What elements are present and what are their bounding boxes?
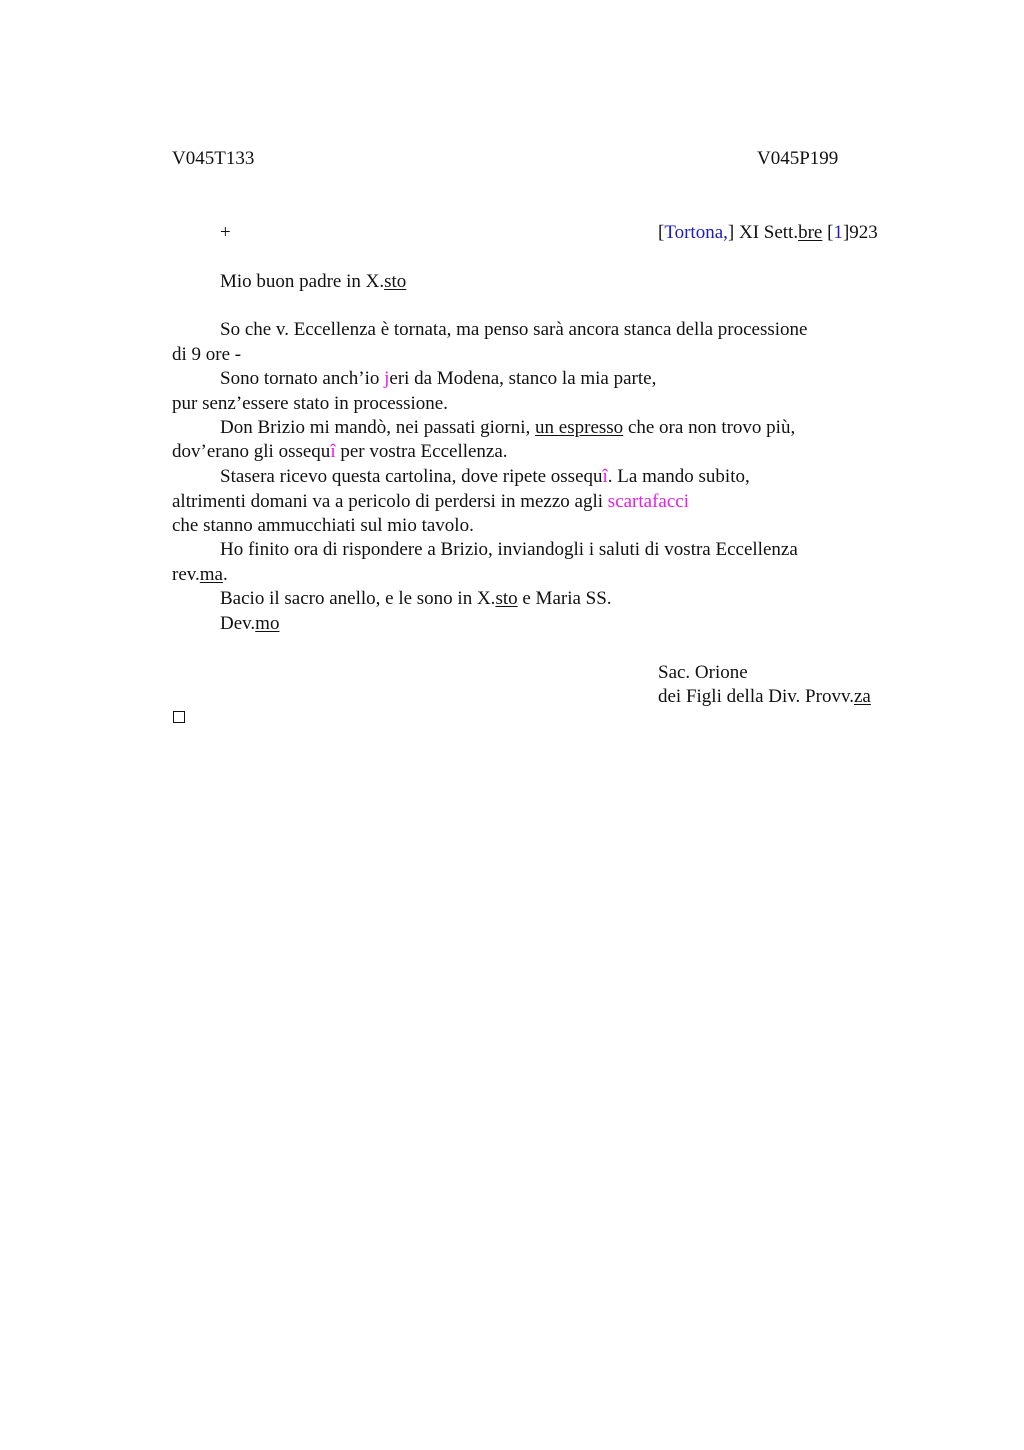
body-line-3	[220, 369, 656, 388]
body-line-11a: rev.	[172, 564, 200, 585]
body-line-6a: dov’erano gli ossequ	[172, 441, 331, 462]
body-line-7c: . La mando subito,	[607, 466, 750, 487]
body-line-4: pur senz’essere stato in processione.	[172, 393, 448, 414]
body-line-2: di 9 ore -	[172, 344, 242, 365]
year-rest: ]923	[842, 222, 878, 243]
correction-i-circ-1: î	[330, 441, 336, 462]
closing-devmo	[220, 614, 279, 633]
body-line-11	[172, 565, 228, 584]
sup-mo: mo	[255, 613, 280, 634]
sup-ma: ma	[199, 564, 223, 585]
body-line-7a: Stasera ricevo questa cartolina, dove ripete ossequ	[220, 466, 603, 487]
signature-line2a: dei Figli della Div. Provv.	[658, 686, 854, 707]
body-line-12	[220, 589, 612, 608]
year-digit: 1	[833, 222, 843, 243]
body-line-11c: .	[223, 564, 228, 585]
month-superscript: bre	[798, 222, 823, 243]
signature-congregation	[658, 687, 871, 706]
salutation-text: Mio buon padre in X.	[220, 271, 385, 292]
cross-symbol: +	[220, 222, 231, 243]
body-line-3c: eri da Modena, stanco la mia parte,	[389, 368, 657, 389]
body-line-7	[220, 467, 750, 486]
body-line-6c: per vostra Eccellenza.	[335, 441, 508, 462]
sup-sto: sto	[495, 588, 518, 609]
body-line-6	[172, 442, 508, 461]
body-line-12c: e Maria SS.	[517, 588, 612, 609]
correction-scartafacci: scartafacci	[607, 491, 690, 512]
date-day: XI Sett.	[734, 222, 799, 243]
body-line-8a: altrimenti domani va a pericolo di perdersi in mezzo agli	[172, 491, 608, 512]
body-line-5	[220, 418, 795, 437]
salutation-sup: sto	[384, 271, 407, 292]
year-open: [	[822, 222, 834, 243]
closing-dev: Dev.	[220, 613, 256, 634]
end-box-marker	[173, 711, 185, 723]
body-line-12a: Bacio il sacro anello, e le sono in X.	[220, 588, 496, 609]
bracket-open: [	[658, 222, 665, 243]
underlined-espresso: un espresso	[535, 417, 624, 438]
body-line-9: che stanno ammucchiati sul mio tavolo.	[172, 515, 474, 536]
bracket-close: ]	[727, 222, 735, 243]
document-code-left: V045T133	[172, 148, 255, 169]
signature-name: Sac. Orione	[658, 662, 748, 683]
body-line-8	[172, 492, 689, 511]
salutation	[220, 272, 406, 291]
place-name: Tortona,	[664, 222, 728, 243]
correction-j: j	[384, 368, 390, 389]
dateline	[658, 223, 878, 242]
page-code-right: V045P199	[757, 148, 839, 169]
body-line-5c: che ora non trovo più,	[623, 417, 796, 438]
correction-i-circ-2: î	[602, 466, 608, 487]
sup-za: za	[853, 686, 871, 707]
body-line-1: So che v. Eccellenza è tornata, ma penso sarà ancora stanca della processione	[220, 319, 808, 340]
body-line-3a: Sono tornato anch’io	[220, 368, 385, 389]
body-line-10: Ho finito ora di rispondere a Brizio, inviandogli i saluti di vostra Eccellenza	[220, 539, 798, 560]
body-line-5a: Don Brizio mi mandò, nei passati giorni,	[220, 417, 536, 438]
